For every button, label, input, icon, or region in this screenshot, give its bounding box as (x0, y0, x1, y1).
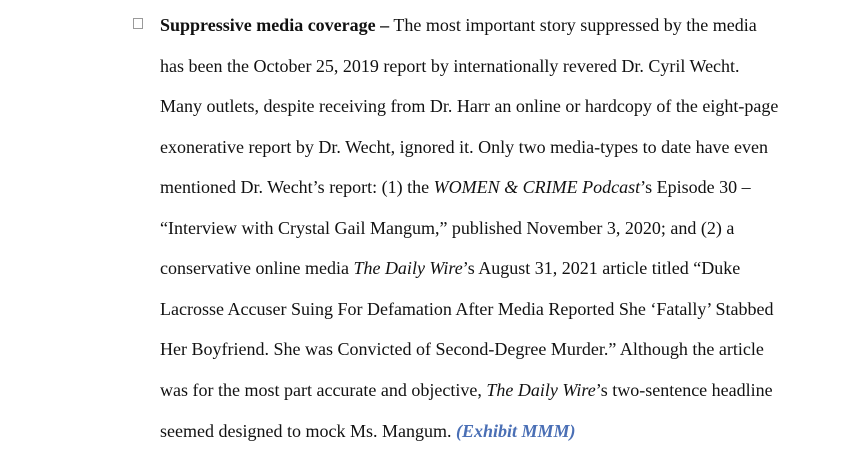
paragraph-line (160, 216, 734, 240)
line-text: Her Boyfriend. She was Convicted of Second-Degree Murder.” Although the article (160, 339, 764, 359)
bullet-heading: Suppressive media coverage – (160, 15, 390, 35)
line-text: has been the October 25, 2019 report by internationally revered Dr. Cyril Wecht. (160, 56, 740, 76)
paragraph-line (160, 256, 740, 280)
line-text: The most important story suppressed by the media (389, 15, 757, 35)
bullet-marker (133, 18, 143, 29)
line-text: ’s Episode 30 – (640, 177, 751, 197)
line-text: seemed designed to mock Ms. Mangum. (160, 421, 456, 441)
line-text: ’s August 31, 2021 article titled “Duke (462, 258, 741, 278)
paragraph-line (160, 13, 757, 37)
line-text: exonerative report by Dr. Wecht, ignored it. Only two media-types to date have even (160, 137, 769, 157)
paragraph-line (160, 94, 778, 118)
publication-title: The Daily Wire (486, 380, 596, 400)
paragraph-line (160, 297, 774, 321)
publication-title: The Daily Wire (353, 258, 463, 278)
line-text: ’s two-sentence headline (595, 380, 773, 400)
paragraph-line (160, 378, 773, 402)
line-text: “Interview with Crystal Gail Mangum,” published November 3, 2020; and (2) a (160, 218, 735, 238)
line-text: Lacrosse Accuser Suing For Defamation After Media Reported She ‘Fatally’ Stabbed (160, 299, 774, 319)
line-text: was for the most part accurate and objective, (160, 380, 487, 400)
line-text: conservative online media (160, 258, 354, 278)
paragraph-line (160, 175, 751, 199)
paragraph-line (160, 337, 764, 361)
paragraph-line (160, 135, 768, 159)
paragraph-line (160, 419, 576, 443)
line-text: Many outlets, despite receiving from Dr. Harr an online or hardcopy of the eight-page (160, 96, 779, 116)
line-text: mentioned Dr. Wecht’s report: (1) the (160, 177, 434, 197)
podcast-title: WOMEN & CRIME Podcast (433, 177, 641, 197)
exhibit-reference-link[interactable]: (Exhibit MMM) (455, 421, 576, 441)
paragraph-line (160, 54, 740, 78)
